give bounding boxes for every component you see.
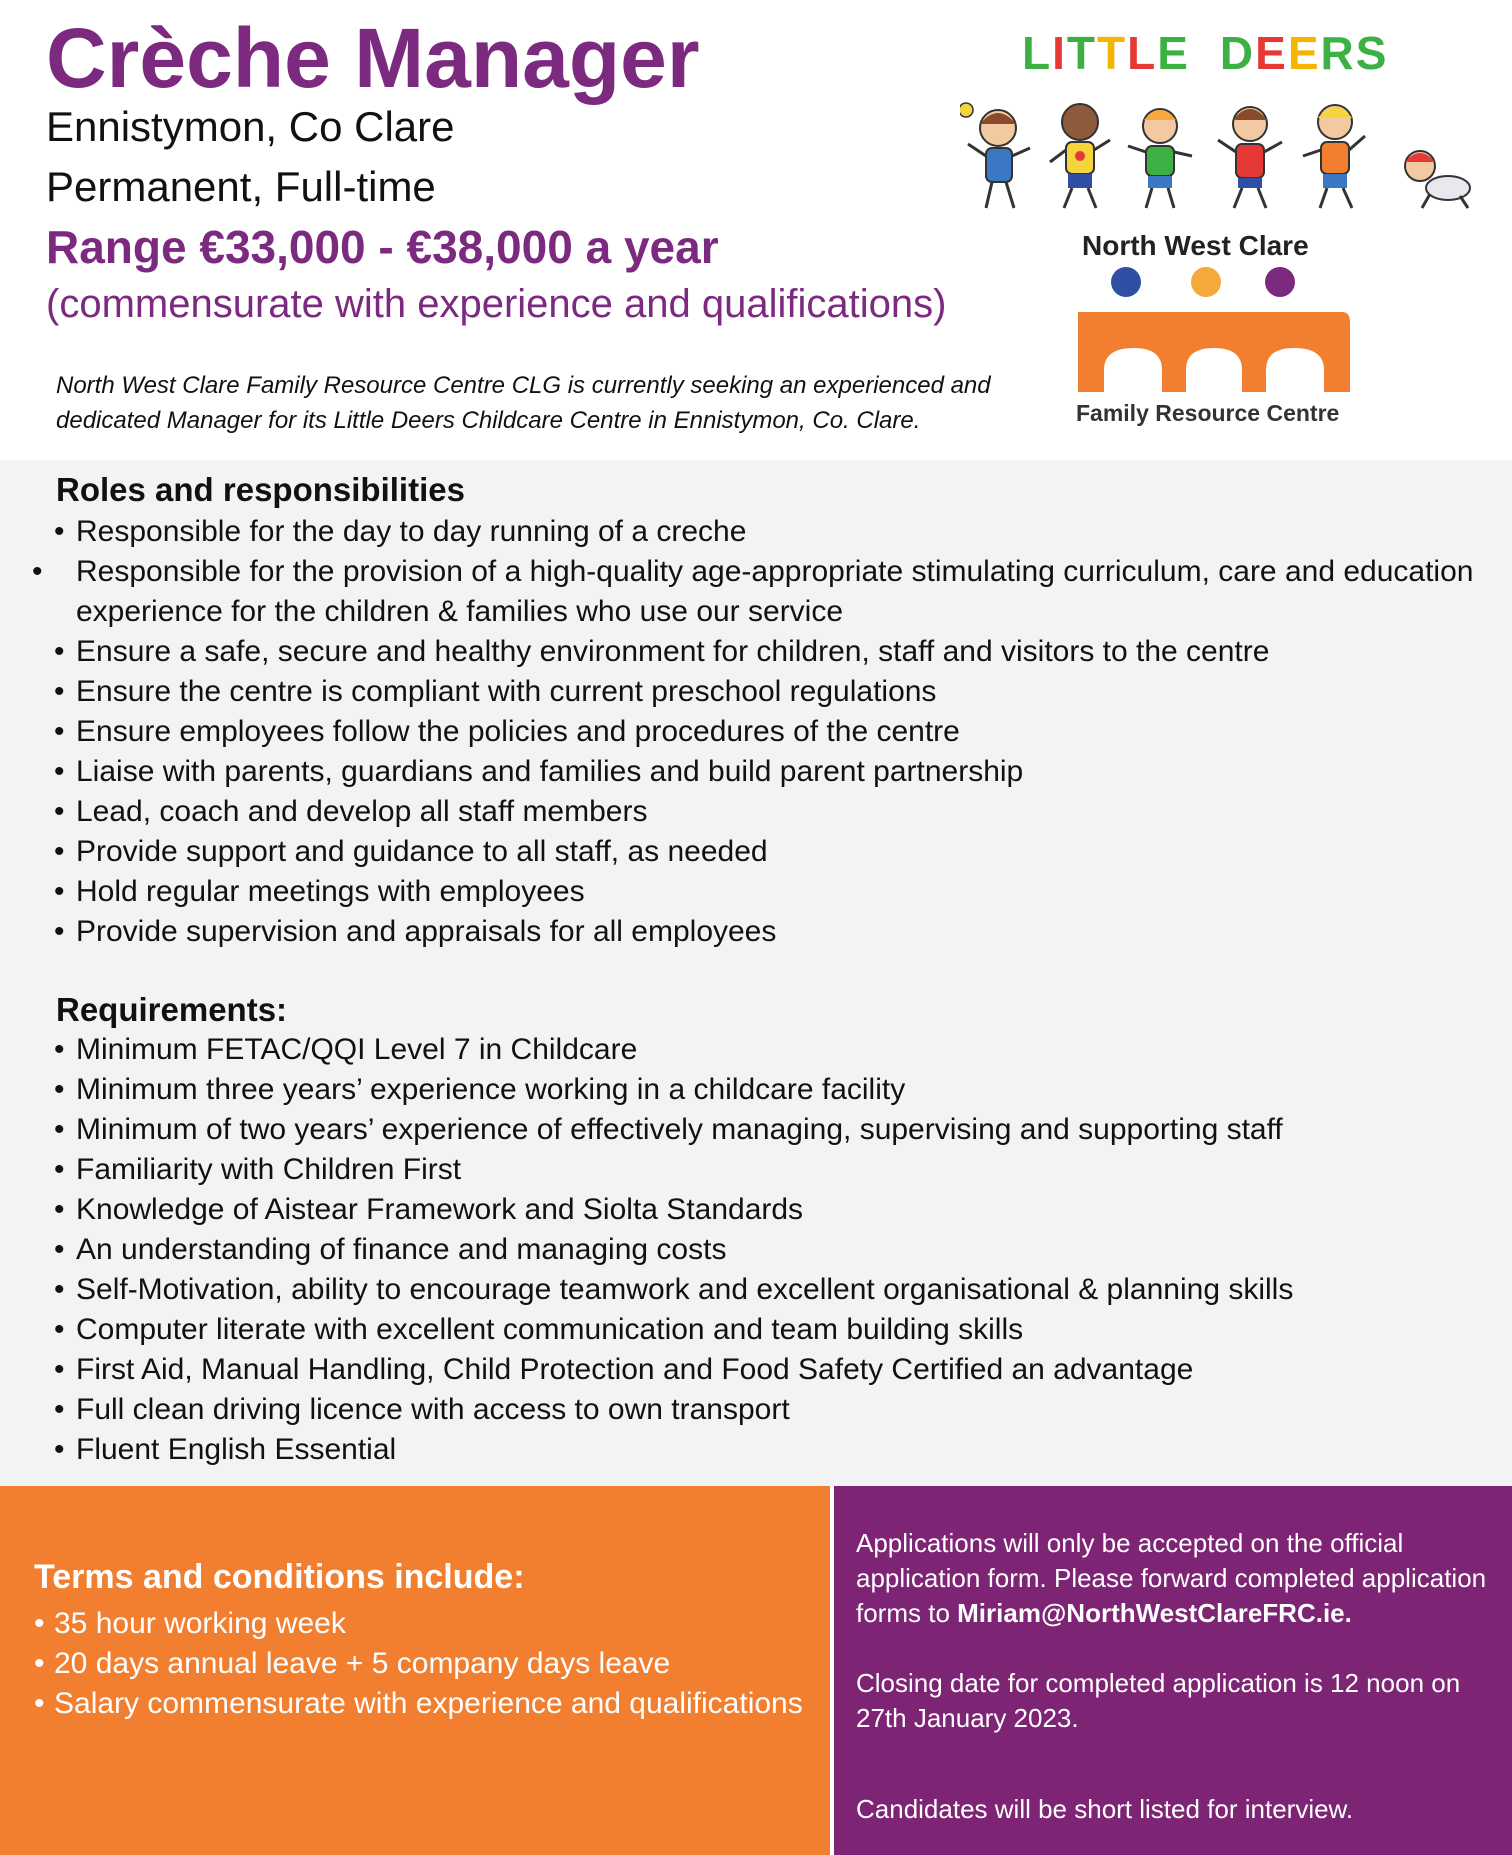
roles-list-item: [54, 512, 1512, 552]
list-item-text: First Aid, Manual Handling, Child Protection and Food Safety Certified an advantage: [76, 1353, 1194, 1386]
logo-letter: L: [1022, 27, 1053, 79]
roles-list-item: [54, 632, 1512, 672]
list-item-text: Responsible for the day to day running of a creche: [76, 515, 747, 548]
bullet: •: [54, 635, 65, 668]
logo-dot-purple: [1265, 267, 1295, 297]
terms-heading: Terms and conditions include:: [34, 1558, 525, 1596]
details-panel: [0, 460, 1512, 1486]
bullet: •: [54, 755, 65, 788]
terms-list-item: [34, 1604, 803, 1644]
requirements-list-item: [54, 1430, 1293, 1470]
children-illustration: [960, 96, 1480, 216]
bullet: •: [34, 1687, 45, 1720]
roles-list-item: [54, 712, 1512, 752]
list-item-text: Liaise with parents, guardians and families and build parent partnership: [76, 755, 1024, 788]
list-item-text: Ensure employees follow the policies and procedures of the centre: [76, 715, 960, 748]
bullet: •: [54, 1233, 65, 1266]
nwc-logo-subtitle: Family Resource Centre: [1076, 400, 1340, 426]
list-item-text: Minimum of two years’ experience of effectively managing, supervising and supporting staff: [76, 1113, 1283, 1146]
requirements-list-item: [54, 1030, 1293, 1070]
bullet: •: [54, 1393, 65, 1426]
bullet: •: [54, 1033, 65, 1066]
list-item-text: Computer literate with excellent communication and team building skills: [76, 1313, 1024, 1346]
shortlist-note: Candidates will be short listed for interview.: [856, 1794, 1354, 1824]
logo-letter: [1190, 26, 1220, 80]
bullet: •: [54, 515, 65, 548]
list-item-text: 35 hour working week: [54, 1607, 346, 1640]
bullet: •: [54, 715, 65, 748]
logo-arches-shape: [1078, 312, 1350, 392]
little-deers-logo-text: [1022, 26, 1388, 80]
terms-list-item: [34, 1684, 803, 1724]
nwc-logo-name: North West Clare: [1082, 230, 1309, 261]
child-figure-icon: [1128, 109, 1192, 208]
logo-letter: E: [1255, 27, 1288, 79]
intro-text: [56, 368, 1016, 438]
header: [0, 0, 1512, 460]
baby-figure-icon: [1405, 151, 1470, 208]
application-text: Applications will only be accepted on the official application form. Please forward completed application forms to: [856, 1528, 1487, 1628]
application-instructions: [856, 1526, 1506, 1631]
bullet: •: [54, 875, 65, 908]
nwc-frc-logo-icon: [1074, 262, 1350, 402]
bullet: •: [54, 1313, 65, 1346]
terms-list: [34, 1604, 803, 1724]
page-title: Crèche Manager: [46, 11, 700, 105]
bullet: •: [54, 795, 65, 828]
bullet: •: [54, 1273, 65, 1306]
requirements-list-item: [54, 1190, 1293, 1230]
roles-list-item: [54, 912, 1512, 952]
list-item-text: 20 days annual leave + 5 company days leave: [54, 1647, 671, 1680]
list-item-text: Provide support and guidance to all staff, as needed: [76, 835, 768, 868]
bullet: •: [54, 675, 65, 708]
roles-heading: Roles and responsibilities: [56, 471, 465, 508]
bullet: •: [34, 1647, 45, 1680]
application-panel: [834, 1486, 1512, 1855]
requirements-heading: Requirements:: [56, 991, 288, 1028]
bullet: •: [54, 1193, 65, 1226]
roles-list-item: [54, 752, 1512, 792]
terms-list-item: [34, 1644, 803, 1684]
requirements-list-item: [54, 1230, 1293, 1270]
child-figure-icon: [1050, 104, 1110, 208]
job-contract: Permanent, Full-time: [46, 163, 436, 210]
logo-letter: R: [1320, 27, 1356, 79]
logo-letter: D: [1219, 27, 1256, 79]
requirements-list-item: [54, 1070, 1293, 1110]
requirements-list: [54, 1030, 1293, 1470]
list-item-text: Salary commensurate with experience and qualifications: [54, 1687, 803, 1720]
list-item-text: Provide supervision and appraisals for all employees: [76, 915, 777, 948]
roles-list-item: [54, 672, 1512, 712]
list-item-text: Lead, coach and develop all staff members: [76, 795, 648, 828]
job-location: Ennistymon, Co Clare: [46, 103, 455, 150]
bullet: •: [54, 835, 65, 868]
bullet: •: [54, 1153, 65, 1186]
requirements-list-item: [54, 1150, 1293, 1190]
roles-list-item: [54, 792, 1512, 832]
roles-list-item: [54, 872, 1512, 912]
list-item-text: Self-Motivation, ability to encourage teamwork and excellent organisational & planning skills: [76, 1273, 1294, 1306]
list-item-text: Ensure a safe, secure and healthy environment for children, staff and visitors to the centre: [76, 635, 1270, 668]
bullet: •: [54, 1073, 65, 1106]
list-item-text: Minimum FETAC/QQI Level 7 in Childcare: [76, 1033, 638, 1066]
list-item-text: Responsible for the provision of a high-quality age-appropriate stimulating curriculum, care and education experience for the children & families who use our service: [76, 555, 1474, 628]
logo-letter: I: [1052, 27, 1067, 79]
bullet: •: [54, 915, 65, 948]
list-item-text: Ensure the centre is compliant with current preschool regulations: [76, 675, 937, 708]
child-figure-icon: [960, 103, 1030, 208]
roles-list-item: [32, 552, 1512, 632]
logo-letter: T: [1066, 27, 1097, 79]
bullet: •: [54, 1353, 65, 1386]
logo-letter: T: [1097, 27, 1128, 79]
list-item-text: Familiarity with Children First: [76, 1153, 462, 1186]
logo-dot-blue: [1111, 267, 1141, 297]
list-item-text: Hold regular meetings with employees: [76, 875, 585, 908]
logo-letter: S: [1355, 27, 1389, 79]
list-item-text: Fluent English Essential: [76, 1433, 397, 1466]
bullet: •: [54, 1113, 65, 1146]
bullet: •: [32, 555, 43, 588]
list-item-text: Full clean driving licence with access to own transport: [76, 1393, 790, 1426]
roles-list: [32, 512, 1512, 952]
list-item-text: Knowledge of Aistear Framework and Siolta Standards: [76, 1193, 804, 1226]
requirements-list-item: [54, 1270, 1293, 1310]
requirements-list-item: [54, 1390, 1293, 1430]
requirements-list-item: [54, 1310, 1293, 1350]
logo-dot-orange: [1191, 267, 1221, 297]
salary-note: (commensurate with experience and qualifications): [46, 282, 947, 326]
list-item-text: Minimum three years’ experience working in a childcare facility: [76, 1073, 906, 1106]
logo-letter: E: [1287, 27, 1321, 79]
requirements-list-item: [54, 1350, 1293, 1390]
child-figure-icon: [1303, 105, 1365, 208]
intro-line-1: North West Clare Family Resource Centre CLG is currently seeking an experienced and: [56, 372, 991, 399]
requirements-list-item: [54, 1110, 1293, 1150]
application-email-link[interactable]: Miriam@NorthWestClareFRC.ie.: [957, 1598, 1352, 1628]
closing-date: Closing date for completed application is 12 noon on 27th January 2023.: [856, 1668, 1461, 1733]
list-item-text: An understanding of finance and managing costs: [76, 1233, 727, 1266]
terms-panel: [0, 1486, 830, 1855]
logo-letter: E: [1157, 27, 1190, 79]
bullet: •: [34, 1607, 45, 1640]
intro-line-2: dedicated Manager for its Little Deers Childcare Centre in Ennistymon, Co. Clare.: [56, 407, 921, 434]
bullet: •: [54, 1433, 65, 1466]
logo-letter: L: [1127, 27, 1158, 79]
child-figure-icon: [1218, 107, 1282, 208]
salary-range: Range €33,000 - €38,000 a year: [46, 221, 719, 273]
roles-list-item: [54, 832, 1512, 872]
